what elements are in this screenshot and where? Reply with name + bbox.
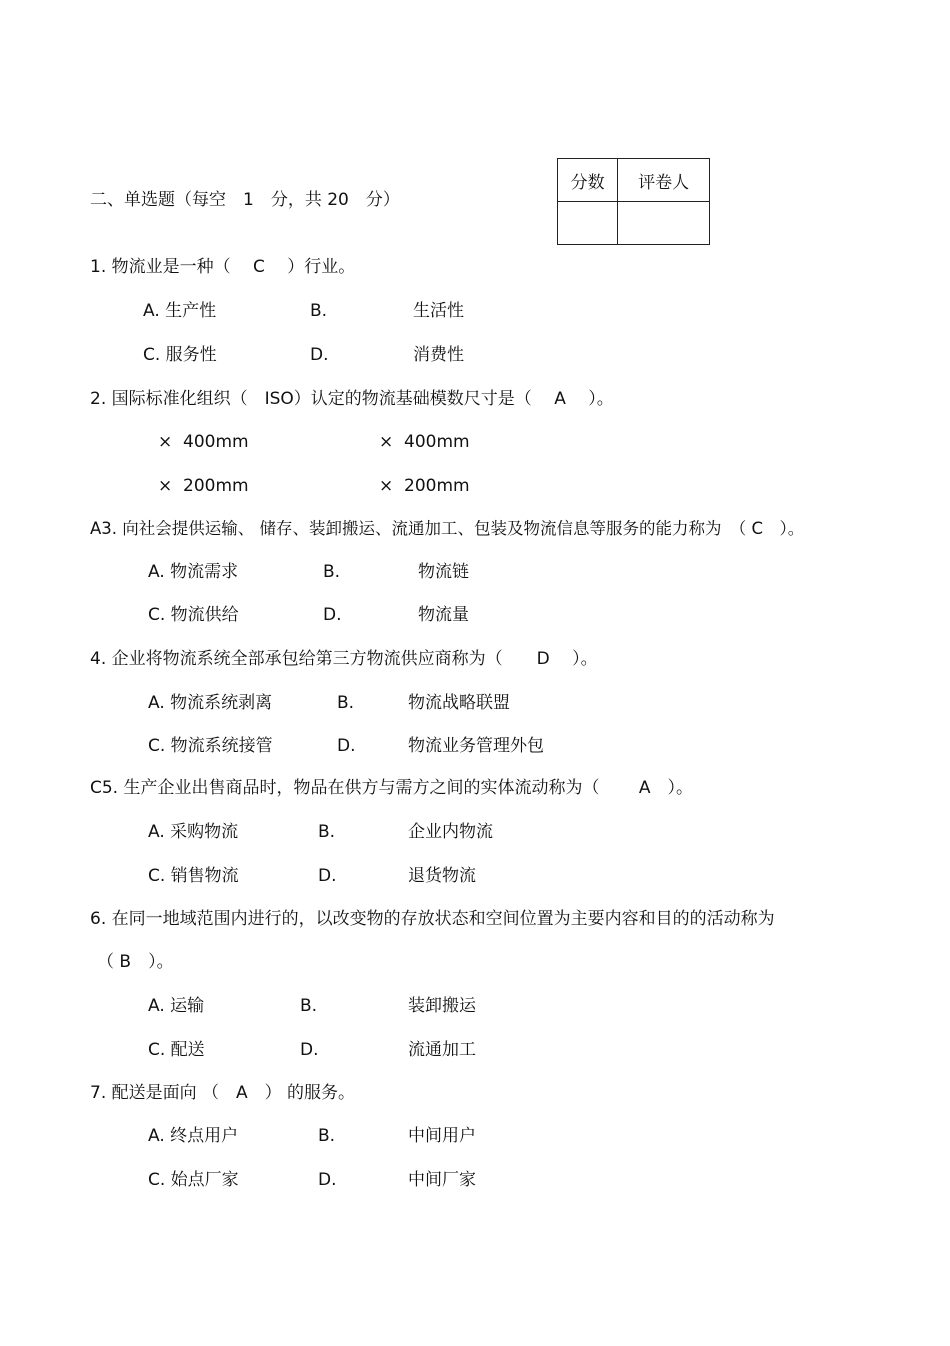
option-letter: D. (337, 736, 356, 756)
option-letter: D. (318, 866, 337, 886)
option: × 400mm (158, 432, 249, 452)
option: A. 生产性 (143, 301, 217, 321)
option: A. 运输 (148, 996, 205, 1016)
option: 企业内物流 (408, 822, 493, 842)
option: A. 终点用户 (148, 1126, 239, 1146)
option: A. 物流需求 (148, 562, 239, 582)
option: 装卸搬运 (408, 996, 476, 1016)
option-letter: B. (310, 301, 328, 321)
option: 物流链 (418, 562, 469, 582)
option: A. 物流系统剥离 (148, 693, 273, 713)
option: 退货物流 (408, 866, 476, 886)
grader-cell (618, 202, 710, 245)
question-stem: 6. 在同一地域范围内进行的，以改变物的存放状态和空间位置为主要内容和目的的活动称为 (90, 909, 775, 929)
option-letter: D. (310, 345, 329, 365)
option-letter: B. (300, 996, 318, 1016)
option-letter: D. (318, 1170, 337, 1190)
option: 物流量 (418, 605, 469, 625)
option: 中间厂家 (408, 1170, 476, 1190)
option: × 200mm (379, 476, 470, 496)
option: 物流战略联盟 (408, 693, 510, 713)
option: A. 采购物流 (148, 822, 239, 842)
option-letter: D. (300, 1040, 319, 1060)
question-stem: C5. 生产企业出售商品时，物品在供方与需方之间的实体流动称为（ A ）。 (90, 778, 694, 798)
score-header: 分数 (558, 159, 618, 202)
option: 消费性 (413, 345, 464, 365)
grader-header: 评卷人 (618, 159, 710, 202)
option: 生活性 (413, 301, 464, 321)
option-letter: B. (323, 562, 341, 582)
option: C. 销售物流 (148, 866, 239, 886)
option: 中间用户 (408, 1126, 476, 1146)
score-cell (558, 202, 618, 245)
option-letter: D. (323, 605, 342, 625)
option: 流通加工 (408, 1040, 476, 1060)
option: C. 服务性 (143, 345, 217, 365)
option-letter: B. (318, 822, 336, 842)
option: C. 始点厂家 (148, 1170, 239, 1190)
option: C. 物流供给 (148, 605, 239, 625)
option: × 200mm (158, 476, 249, 496)
question-stem: 1. 物流业是一种（ C ）行业。 (90, 257, 356, 277)
option: 物流业务管理外包 (408, 736, 544, 756)
question-stem: 2. 国际标准化组织（ ISO）认定的物流基础模数尺寸是（ A ）。 (90, 389, 614, 409)
question-stem: 7. 配送是面向 （ A ） 的服务。 (90, 1083, 356, 1103)
option-letter: B. (318, 1126, 336, 1146)
score-table (557, 158, 710, 245)
option: C. 物流系统接管 (148, 736, 273, 756)
option: C. 配送 (148, 1040, 205, 1060)
question-stem: A3. 向社会提供运输、 储存、装卸搬运、流通加工、包装及物流信息等服务的能力称为 （ C ）。 (90, 519, 805, 538)
question-stem: 4. 企业将物流系统全部承包给第三方物流供应商称为（ D ）。 (90, 649, 598, 669)
section-heading: 二、单选题（每空 1 分，共 20 分） (90, 190, 400, 210)
question-stem-cont: （ B ）。 (97, 952, 174, 972)
option: × 400mm (379, 432, 470, 452)
option-letter: B. (337, 693, 355, 713)
